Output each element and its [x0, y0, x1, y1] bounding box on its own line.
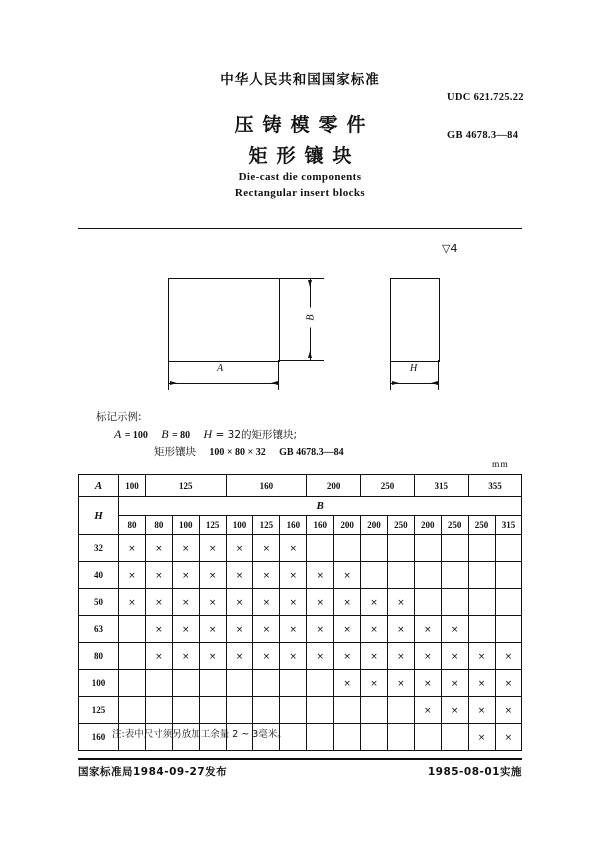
- matrix-cell-empty: [172, 670, 199, 697]
- matrix-cell-marked: [441, 670, 468, 697]
- availability-mark: ×: [235, 543, 244, 554]
- h-arrow-right: [431, 381, 438, 385]
- matrix-cell-empty: [495, 535, 522, 562]
- dimension-matrix-body: [79, 535, 522, 751]
- availability-mark: ×: [208, 570, 217, 581]
- header-cell-b-value: 125: [253, 516, 280, 535]
- header-cell-b-value: 80: [119, 516, 146, 535]
- matrix-cell-marked: [145, 589, 172, 616]
- matrix-cell-marked: [361, 670, 388, 697]
- matrix-cell-marked: [387, 616, 414, 643]
- matrix-cell-marked: [414, 616, 441, 643]
- matrix-cell-marked: [468, 724, 495, 751]
- table-header-row-a: [79, 475, 522, 497]
- matrix-cell-marked: [280, 562, 307, 589]
- matrix-cell-marked: [280, 643, 307, 670]
- availability-mark: ×: [316, 624, 324, 635]
- availability-mark: ×: [128, 543, 136, 554]
- matrix-cell-empty: [119, 670, 146, 697]
- row-header-h-value: 125: [79, 697, 119, 724]
- title-english-line1: Die-cast die components: [238, 171, 362, 183]
- matrix-cell-marked: [387, 643, 414, 670]
- matrix-cell-marked: [172, 535, 199, 562]
- matrix-cell-marked: [414, 697, 441, 724]
- a-arrow-left: [170, 381, 177, 385]
- header-cell-b-value: 250: [468, 516, 495, 535]
- availability-mark: ×: [477, 651, 486, 662]
- matrix-cell-marked: [468, 670, 495, 697]
- availability-mark: ×: [208, 543, 217, 554]
- issue-date: 国家标准局1984-09-27发布: [78, 766, 228, 778]
- header-cell-b-value: 250: [441, 516, 468, 535]
- dimension-table: [78, 474, 522, 751]
- matrix-cell-marked: [468, 697, 495, 724]
- matrix-cell-empty: [119, 643, 146, 670]
- availability-mark: ×: [504, 651, 513, 662]
- standard-number: GB 4678.3—84: [447, 130, 519, 141]
- matrix-cell-marked: [361, 589, 388, 616]
- header-cell-b-value: 125: [199, 516, 226, 535]
- title-chinese-line2: 矩形镶块: [248, 145, 361, 167]
- matrix-cell-empty: [199, 697, 226, 724]
- matrix-cell-marked: [172, 616, 199, 643]
- availability-mark: ×: [289, 651, 298, 662]
- availability-mark: ×: [235, 624, 244, 635]
- matrix-cell-marked: [334, 616, 361, 643]
- availability-mark: ×: [181, 651, 190, 662]
- matrix-cell-marked: [495, 697, 522, 724]
- header-cell-a-160: 160: [226, 475, 307, 497]
- table-row: [79, 562, 522, 589]
- table-row: [79, 643, 522, 670]
- table-row: [79, 670, 522, 697]
- matrix-cell-empty: [253, 697, 280, 724]
- availability-mark: ×: [343, 570, 351, 581]
- availability-mark: ×: [181, 597, 190, 608]
- matrix-cell-marked: [119, 535, 146, 562]
- matrix-cell-marked: [119, 589, 146, 616]
- availability-mark: ×: [424, 678, 432, 689]
- a-arrow-right: [271, 381, 278, 385]
- matrix-cell-marked: [361, 643, 388, 670]
- availability-mark: ×: [289, 597, 298, 608]
- b-extension-line-bottom: [278, 360, 324, 361]
- matrix-cell-marked: [226, 589, 253, 616]
- matrix-cell-empty: [226, 697, 253, 724]
- availability-mark: ×: [343, 624, 351, 635]
- matrix-cell-marked: [145, 616, 172, 643]
- matrix-cell-marked: [441, 616, 468, 643]
- availability-mark: ×: [370, 678, 378, 689]
- matrix-cell-empty: [441, 589, 468, 616]
- matrix-cell-empty: [280, 670, 307, 697]
- matrix-cell-marked: [361, 616, 388, 643]
- table-unit-label: mm: [492, 460, 509, 470]
- header-cell-a-355: 355: [468, 475, 522, 497]
- matrix-cell-empty: [468, 535, 495, 562]
- table-header-row-b-label: [79, 497, 522, 516]
- marking-part-standard: GB 4678.3—84: [279, 447, 344, 458]
- surface-roughness-icon: ▽4: [442, 242, 458, 255]
- matrix-cell-marked: [172, 589, 199, 616]
- matrix-cell-empty: [172, 697, 199, 724]
- matrix-cell-marked: [226, 616, 253, 643]
- matrix-cell-marked: [199, 616, 226, 643]
- matrix-cell-empty: [334, 535, 361, 562]
- header-cell-a-200: 200: [307, 475, 361, 497]
- matrix-cell-marked: [387, 589, 414, 616]
- marking-symbol-b: B: [161, 427, 169, 441]
- availability-mark: ×: [208, 597, 217, 608]
- row-header-h-value: 50: [79, 589, 119, 616]
- header-cell-h-label: H: [79, 497, 119, 535]
- matrix-cell-marked: [172, 643, 199, 670]
- matrix-cell-empty: [414, 535, 441, 562]
- matrix-cell-marked: [495, 643, 522, 670]
- availability-mark: ×: [343, 651, 351, 662]
- title-english-line2: Rectangular insert blocks: [234, 187, 366, 199]
- availability-mark: ×: [397, 597, 405, 608]
- matrix-cell-marked: [145, 643, 172, 670]
- availability-mark: ×: [262, 624, 271, 635]
- availability-mark: ×: [343, 678, 351, 689]
- matrix-cell-marked: [334, 670, 361, 697]
- row-header-h-value: 160: [79, 724, 119, 751]
- matrix-cell-marked: [226, 562, 253, 589]
- availability-mark: ×: [316, 597, 324, 608]
- matrix-cell-marked: [441, 697, 468, 724]
- marking-example-block: [96, 409, 526, 461]
- matrix-cell-empty: [307, 670, 334, 697]
- marking-part-size: 100 × 80 × 32: [209, 447, 266, 458]
- matrix-cell-empty: [495, 589, 522, 616]
- availability-mark: ×: [424, 705, 432, 716]
- marking-part-name: 矩形镶块: [154, 446, 196, 458]
- availability-mark: ×: [343, 597, 351, 608]
- row-header-h-value: 32: [79, 535, 119, 562]
- matrix-cell-marked: [253, 535, 280, 562]
- table-note: 注:表中尺寸须另放加工余量 2 ~ 3毫米。: [112, 729, 287, 740]
- availability-mark: ×: [397, 678, 405, 689]
- matrix-cell-marked: [280, 535, 307, 562]
- b-extension-line-top: [278, 278, 324, 279]
- a-dimension-line: [168, 383, 278, 384]
- h-arrow-left: [392, 381, 399, 385]
- matrix-cell-empty: [414, 589, 441, 616]
- matrix-cell-empty: [495, 562, 522, 589]
- header-cell-b-value: 200: [414, 516, 441, 535]
- matrix-cell-marked: [441, 643, 468, 670]
- matrix-cell-empty: [334, 724, 361, 751]
- availability-mark: ×: [155, 597, 163, 608]
- marking-value-h: = 32的矩形镶块;: [215, 429, 298, 441]
- availability-mark: ×: [235, 570, 244, 581]
- availability-mark: ×: [262, 651, 271, 662]
- matrix-cell-marked: [226, 643, 253, 670]
- matrix-cell-empty: [361, 535, 388, 562]
- technical-drawing: [0, 232, 600, 402]
- availability-mark: ×: [450, 624, 459, 635]
- availability-mark: ×: [370, 597, 378, 608]
- matrix-cell-empty: [468, 616, 495, 643]
- availability-mark: ×: [289, 543, 298, 554]
- b-arrow-top: [308, 280, 312, 287]
- matrix-cell-empty: [307, 697, 334, 724]
- matrix-cell-empty: [334, 697, 361, 724]
- availability-mark: ×: [128, 597, 136, 608]
- front-view-rectangle: [168, 278, 280, 362]
- matrix-cell-marked: [199, 589, 226, 616]
- matrix-cell-marked: [334, 643, 361, 670]
- header-cell-b-value: 250: [387, 516, 414, 535]
- availability-mark: ×: [235, 597, 244, 608]
- availability-mark: ×: [262, 543, 271, 554]
- udc-classification: UDC 621.725.22: [447, 92, 524, 103]
- effective-date: 1985-08-01实施: [427, 766, 522, 778]
- header-cell-b-value: 100: [226, 516, 253, 535]
- matrix-cell-empty: [307, 535, 334, 562]
- availability-mark: ×: [424, 651, 432, 662]
- availability-mark: ×: [155, 651, 163, 662]
- row-header-h-value: 40: [79, 562, 119, 589]
- dimension-label-b: B: [306, 308, 317, 328]
- marking-symbol-a: A: [114, 427, 122, 441]
- matrix-cell-empty: [387, 697, 414, 724]
- matrix-cell-empty: [119, 697, 146, 724]
- row-header-h-value: 100: [79, 670, 119, 697]
- matrix-cell-empty: [441, 562, 468, 589]
- dimension-table-body: [79, 475, 522, 535]
- marking-symbol-h: H: [203, 427, 213, 441]
- matrix-cell-empty: [307, 724, 334, 751]
- matrix-cell-empty: [387, 535, 414, 562]
- header-cell-b-value: 315: [495, 516, 522, 535]
- matrix-cell-marked: [468, 643, 495, 670]
- dimension-label-h: H: [410, 363, 418, 374]
- availability-mark: ×: [155, 543, 163, 554]
- matrix-cell-marked: [253, 616, 280, 643]
- table-row: [79, 697, 522, 724]
- matrix-cell-marked: [280, 616, 307, 643]
- table-header-row-b-values: [79, 516, 522, 535]
- availability-mark: ×: [128, 570, 136, 581]
- header-cell-b-value: 200: [334, 516, 361, 535]
- availability-mark: ×: [504, 678, 513, 689]
- availability-mark: ×: [289, 624, 298, 635]
- header-cell-b-value: 80: [145, 516, 172, 535]
- row-header-h-value: 63: [79, 616, 119, 643]
- matrix-cell-empty: [253, 670, 280, 697]
- matrix-cell-marked: [253, 562, 280, 589]
- availability-mark: ×: [477, 678, 486, 689]
- matrix-cell-empty: [414, 562, 441, 589]
- matrix-cell-marked: [145, 535, 172, 562]
- availability-mark: ×: [262, 597, 271, 608]
- marking-value-a: = 100: [124, 430, 148, 441]
- availability-mark: ×: [155, 624, 163, 635]
- matrix-cell-marked: [387, 670, 414, 697]
- matrix-cell-marked: [253, 643, 280, 670]
- header-cell-a-100: 100: [119, 475, 146, 497]
- matrix-cell-marked: [334, 562, 361, 589]
- matrix-cell-marked: [199, 535, 226, 562]
- matrix-cell-empty: [226, 670, 253, 697]
- matrix-cell-marked: [495, 670, 522, 697]
- h-extension-line-right: [438, 360, 439, 390]
- matrix-cell-marked: [495, 724, 522, 751]
- availability-mark: ×: [208, 624, 217, 635]
- availability-mark: ×: [450, 678, 459, 689]
- availability-mark: ×: [181, 543, 190, 554]
- availability-mark: ×: [370, 651, 378, 662]
- availability-mark: ×: [181, 570, 190, 581]
- availability-mark: ×: [370, 624, 378, 635]
- header-divider-rule: [78, 228, 522, 229]
- matrix-cell-marked: [253, 589, 280, 616]
- matrix-cell-marked: [307, 562, 334, 589]
- availability-mark: ×: [155, 570, 163, 581]
- h-extension-line-left: [390, 360, 391, 390]
- b-arrow-bottom: [308, 351, 312, 358]
- matrix-cell-empty: [441, 535, 468, 562]
- matrix-cell-empty: [468, 562, 495, 589]
- header-cell-b-value: 160: [280, 516, 307, 535]
- marking-value-b: = 80: [171, 430, 191, 441]
- issuing-authority-heading: 中华人民共和国国家标准: [220, 72, 380, 88]
- matrix-cell-marked: [307, 589, 334, 616]
- availability-mark: ×: [397, 624, 405, 635]
- header-cell-b-value: 200: [361, 516, 388, 535]
- a-extension-line-right: [278, 360, 279, 390]
- matrix-cell-empty: [387, 724, 414, 751]
- matrix-cell-empty: [387, 562, 414, 589]
- availability-mark: ×: [208, 651, 217, 662]
- matrix-cell-marked: [414, 643, 441, 670]
- row-header-h-value: 80: [79, 643, 119, 670]
- header-cell-a-250: 250: [361, 475, 415, 497]
- marking-example-line2: [114, 426, 526, 444]
- header-cell-b-value: 100: [172, 516, 199, 535]
- availability-mark: ×: [316, 570, 324, 581]
- matrix-cell-empty: [145, 697, 172, 724]
- header-cell-b-value: 160: [307, 516, 334, 535]
- matrix-cell-empty: [199, 670, 226, 697]
- availability-mark: ×: [262, 570, 271, 581]
- matrix-cell-empty: [414, 724, 441, 751]
- matrix-cell-empty: [280, 697, 307, 724]
- availability-mark: ×: [316, 651, 324, 662]
- matrix-cell-empty: [361, 724, 388, 751]
- availability-mark: ×: [289, 570, 298, 581]
- matrix-cell-marked: [334, 589, 361, 616]
- matrix-cell-empty: [441, 724, 468, 751]
- availability-mark: ×: [504, 705, 513, 716]
- a-extension-line-left: [168, 360, 169, 390]
- availability-mark: ×: [477, 732, 486, 743]
- availability-mark: ×: [424, 624, 432, 635]
- matrix-cell-marked: [307, 616, 334, 643]
- matrix-cell-marked: [414, 670, 441, 697]
- table-row: [79, 589, 522, 616]
- matrix-cell-marked: [307, 643, 334, 670]
- side-view-rectangle: [390, 278, 440, 362]
- matrix-cell-marked: [119, 562, 146, 589]
- availability-mark: ×: [235, 651, 244, 662]
- header-cell-a-125: 125: [145, 475, 226, 497]
- matrix-cell-marked: [199, 562, 226, 589]
- matrix-cell-empty: [468, 589, 495, 616]
- availability-mark: ×: [181, 624, 190, 635]
- table-row: [79, 616, 522, 643]
- table-row: [79, 535, 522, 562]
- availability-mark: ×: [450, 705, 459, 716]
- footer-divider-rule: [78, 758, 522, 760]
- availability-mark: ×: [397, 651, 405, 662]
- marking-example-heading: 标记示例:: [96, 411, 142, 423]
- matrix-cell-empty: [119, 616, 146, 643]
- dimension-label-a: A: [217, 363, 224, 374]
- header-cell-a-315: 315: [414, 475, 468, 497]
- availability-mark: ×: [504, 732, 513, 743]
- matrix-cell-marked: [199, 643, 226, 670]
- matrix-cell-marked: [145, 562, 172, 589]
- matrix-cell-marked: [226, 535, 253, 562]
- marking-example-line3: [154, 444, 526, 461]
- matrix-cell-empty: [145, 670, 172, 697]
- matrix-cell-empty: [361, 697, 388, 724]
- availability-mark: ×: [477, 705, 486, 716]
- matrix-cell-marked: [172, 562, 199, 589]
- matrix-cell-marked: [280, 589, 307, 616]
- header-cell-b-label: B: [119, 497, 522, 516]
- header-cell-a-label: A: [79, 475, 119, 497]
- availability-mark: ×: [450, 651, 459, 662]
- matrix-cell-empty: [495, 616, 522, 643]
- title-chinese-line1: 压铸模零件: [234, 114, 375, 136]
- matrix-cell-empty: [361, 562, 388, 589]
